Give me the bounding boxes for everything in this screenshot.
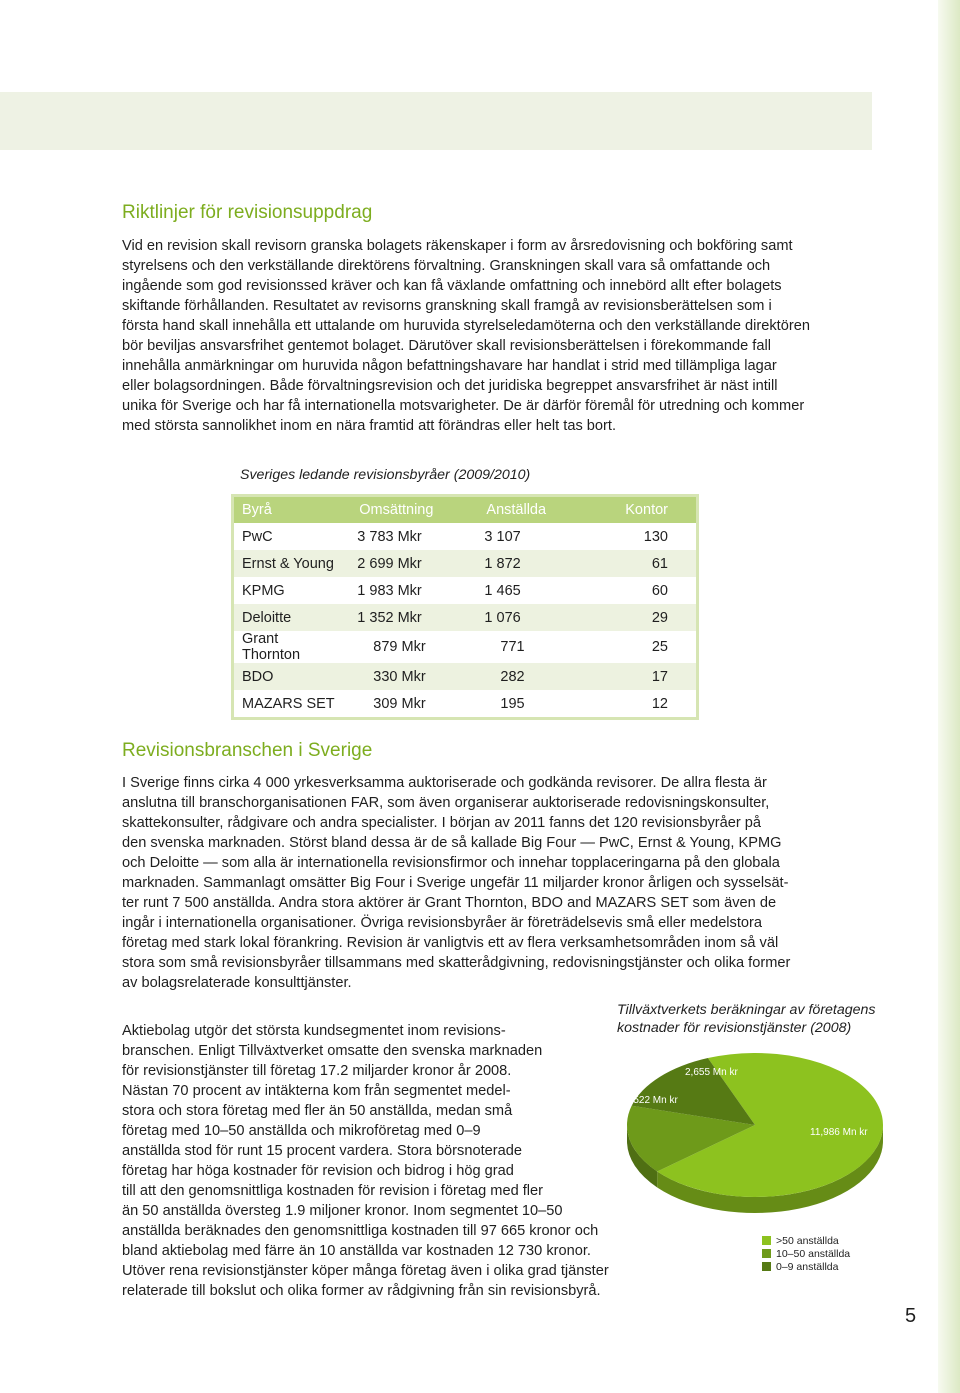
text-line: ter runt 7 500 anställda. Andra stora aktörer är Grant Thornton, BDO and MAZARS SET som även de	[122, 895, 777, 911]
text-line: stora som små revisionsbyråer tillsammans med skatterådgivning, redovisningstjänster och olika former	[122, 955, 791, 971]
text-line: ingår i internationella organisationer. Övriga revisionsbyråer är företrädelsevis små eller medelstora	[122, 915, 762, 931]
cell-kontor: 130	[573, 523, 697, 550]
table-header-row	[233, 496, 698, 524]
text-line: den svenska marknaden. Störst bland dessa är de så kallade Big Four — PwC, Ernst & Young, KPMG	[122, 835, 782, 851]
text-line: Aktiebolag utgör det största kundsegmentet inom revisions-	[122, 1023, 506, 1039]
pie-data-label: 2,655 Mn kr	[685, 1067, 738, 1078]
cell-byra: Grant Thornton	[233, 631, 338, 663]
legend-item	[762, 1260, 850, 1273]
revisionsbyraer-table	[231, 494, 699, 720]
text-line: bör beviljas ansvarsfrihet gentemot bolaget. Därutöver skall revisionsberättelsen i förekommande fall	[122, 338, 771, 354]
table-caption: Sveriges ledande revisionsbyråer (2009/2010)	[240, 467, 531, 483]
side-accent-bar	[938, 0, 960, 1393]
text-line: anställda beräknades den genomsnittliga kostnaden till 97 665 kronor och	[122, 1223, 599, 1239]
legend-swatch	[762, 1236, 771, 1245]
text-line: eller bolagsordningen. Både förvaltningsrevision och det juridiska begreppet ansvarsfrihet är näst intill	[122, 378, 778, 394]
cell-omsattning: 1 352 Mkr	[337, 604, 454, 631]
chart-title-line: kostnader för revisionstjänster (2008)	[617, 1020, 852, 1036]
text-line: för revisionstjänster till företag 17.2 miljarder kronor år 2008.	[122, 1063, 512, 1079]
cell-byra: PwC	[233, 523, 338, 550]
legend-item	[762, 1247, 850, 1260]
table-row	[233, 690, 698, 719]
legend-item	[762, 1234, 850, 1247]
header-byra: Byrå	[233, 496, 338, 524]
header-anstallda: Anställda	[454, 496, 573, 524]
section-title-revisionsbranschen: Revisionsbranschen i Sverige	[122, 740, 373, 761]
text-line: relaterade till bokslut och olika former av rådgivning från sin revisionsbyrå.	[122, 1283, 601, 1299]
cell-byra: KPMG	[233, 577, 338, 604]
text-line: företag har höga kostnader för revision och bidrog i hög grad	[122, 1163, 514, 1179]
paragraph-riktlinjer	[122, 236, 810, 436]
cell-omsattning: 1 983 Mkr	[337, 577, 454, 604]
cost-pie-chart	[595, 1045, 885, 1225]
paragraph-revisionsbranschen	[122, 773, 790, 993]
cell-omsattning: 879 Mkr	[337, 631, 454, 663]
section-title-riktlinjer: Riktlinjer för revisionsuppdrag	[122, 202, 373, 223]
text-line: skiftande förhållanden. Resultatet av revisorns granskning skall framgå av revisionsberättelsen som i	[122, 298, 772, 314]
text-line: än 50 anställda översteg 1.9 miljoner kronor. Inom segmentet 10–50	[122, 1203, 563, 1219]
table-row	[233, 523, 698, 550]
text-line: och Deloitte — som alla är internationella revisionsfirmor och innehar topplaceringarna på den globala	[122, 855, 780, 871]
cell-byra: Deloitte	[233, 604, 338, 631]
cell-kontor: 25	[573, 631, 697, 663]
cell-byra: Ernst & Young	[233, 550, 338, 577]
text-line: Nästan 70 procent av intäkterna kom från segmentet medel-	[122, 1083, 511, 1099]
text-line: stora och stora företag med fler än 50 anställda, medan små	[122, 1103, 513, 1119]
text-line: anställda stod för runt 15 procent vardera. Stora börsnoterade	[122, 1143, 522, 1159]
text-line: första hand skall innehålla ett uttalande om huruvida styrelseledamöterna och den verkställande direktören	[122, 318, 810, 334]
chart-legend	[762, 1234, 850, 1273]
table-row	[233, 604, 698, 631]
text-line: med största sannolikhet inom en nära framtid att förändras eller helt tas bort.	[122, 418, 616, 434]
text-line: bland aktiebolag med färre än 10 anställda var kostnaden 12 730 kronor.	[122, 1243, 591, 1259]
cell-anstallda: 771	[454, 631, 573, 663]
header-band	[0, 92, 872, 150]
text-line: skattekonsulter, rådgivare och andra specialister. I början av 2011 fanns det 120 revisionsbyråer på	[122, 815, 761, 831]
text-line: marknaden. Sammanlagt omsätter Big Four i Sverige ungefär 11 miljarder kronor årligen och sysselsät-	[122, 875, 789, 891]
legend-label: 10–50 anställda	[776, 1247, 851, 1260]
text-line: ingående som god revisionssed kräver och kan få växlande omfattning och innebörd allt efter bolagets	[122, 278, 782, 294]
cell-kontor: 17	[573, 663, 697, 690]
text-line: innehålla anmärkningar om huruvida någon befattningshavare har handlat i strid med tillämpliga lagar	[122, 358, 777, 374]
header-kontor: Kontor	[573, 496, 697, 524]
text-line: Vid en revision skall revisorn granska bolagets räkenskaper i form av årsredovisning och bokföring samt	[122, 238, 793, 254]
pie-data-label: 11,986 Mn kr	[810, 1127, 868, 1138]
cell-kontor: 60	[573, 577, 697, 604]
header-omsattning: Omsättning	[337, 496, 454, 524]
page-number: 5	[905, 1305, 917, 1327]
cell-anstallda: 1 076	[454, 604, 573, 631]
text-line: unika för Sverige och har få internationella motsvarigheter. De är därför föremål för utredning och kommer	[122, 398, 805, 414]
legend-label: >50 anställda	[776, 1234, 839, 1247]
text-line: styrelsens och den verkställande direktörens förvaltning. Granskningen skall vara så omfattande och	[122, 258, 771, 274]
cell-kontor: 61	[573, 550, 697, 577]
text-line: anslutna till branschorganisationen FAR, som även organiserar auktoriserade redovisningskonsulter,	[122, 795, 770, 811]
table-row	[233, 663, 698, 690]
cell-anstallda: 282	[454, 663, 573, 690]
text-line: till att den genomsnittliga kostnaden för revision i företag med fler	[122, 1183, 544, 1199]
cell-byra: BDO	[233, 663, 338, 690]
legend-swatch	[762, 1262, 771, 1271]
pie-data-label: 2,522 Mn kr	[625, 1095, 678, 1106]
cell-anstallda: 195	[454, 690, 573, 719]
chart-title-line: Tillväxtverkets beräkningar av företagens	[617, 1002, 876, 1018]
cell-omsattning: 309 Mkr	[337, 690, 454, 719]
table-row	[233, 577, 698, 604]
legend-label: 0–9 anställda	[776, 1260, 839, 1273]
cell-omsattning: 330 Mkr	[337, 663, 454, 690]
cell-kontor: 29	[573, 604, 697, 631]
cell-kontor: 12	[573, 690, 697, 719]
text-line: företag med stark lokal förankring. Revision är vanligtvis ett av flera verksamhetsområden inom så väl	[122, 935, 779, 951]
cell-anstallda: 1 465	[454, 577, 573, 604]
cell-omsattning: 3 783 Mkr	[337, 523, 454, 550]
legend-swatch	[762, 1249, 771, 1258]
cell-anstallda: 3 107	[454, 523, 573, 550]
table-row	[233, 550, 698, 577]
table-row	[233, 631, 698, 663]
paragraph-aktiebolag	[122, 1021, 609, 1301]
cell-omsattning: 2 699 Mkr	[337, 550, 454, 577]
chart-title	[617, 1001, 876, 1037]
text-line: företag med 10–50 anställda och mikroföretag med 0–9	[122, 1123, 481, 1139]
text-line: I Sverige finns cirka 4 000 yrkesverksamma auktoriserade och godkända revisorer. De allra flesta är	[122, 775, 767, 791]
cell-byra: MAZARS SET	[233, 690, 338, 719]
text-line: Utöver rena revisionstjänster köper många företag även i olika grad tjänster	[122, 1263, 609, 1279]
text-line: branschen. Enligt Tillväxtverket omsatte den svenska marknaden	[122, 1043, 543, 1059]
text-line: av bolagsrelaterade konsulttjänster.	[122, 975, 352, 991]
cell-anstallda: 1 872	[454, 550, 573, 577]
